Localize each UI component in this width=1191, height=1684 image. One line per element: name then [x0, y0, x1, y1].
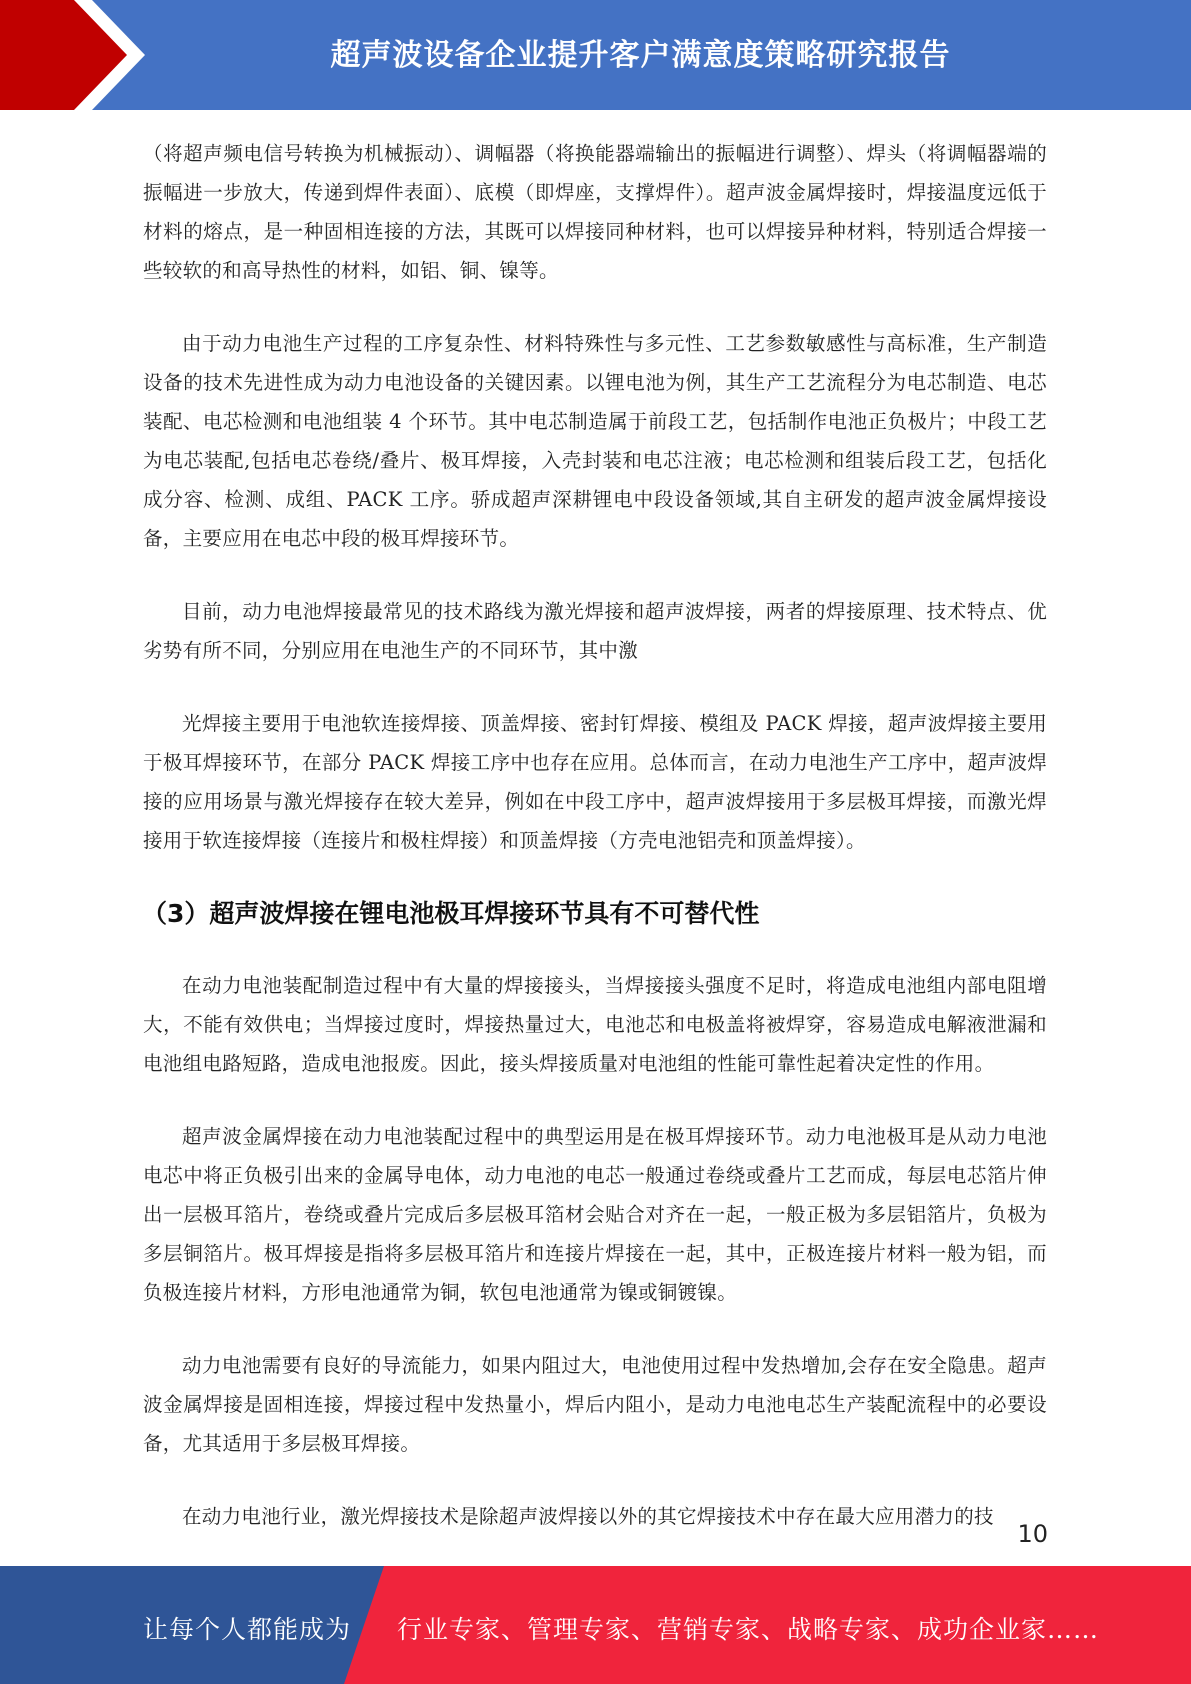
paragraph: 动力电池需要有良好的导流能力，如果内阻过大，电池使用过程中发热增加,会存在安全隐患。超声波金属焊接是固相连接，焊接过程中发热量小，焊后内阻小，是动力电池电芯生产装配流程中的必要设备，尤其适用于多层极耳焊接。	[143, 1354, 1047, 1455]
paragraph: 目前，动力电池焊接最常见的技术路线为激光焊接和超声波焊接，两者的焊接原理、技术特点、优劣势有所不同，分别应用在电池生产的不同环节，其中激	[143, 600, 1047, 662]
page-number: 10	[1017, 1520, 1048, 1548]
paragraph: （将超声频电信号转换为机械振动）、调幅器（将换能器端输出的振幅进行调整）、焊头（将调幅器端的振幅进一步放大，传递到焊件表面）、底模（即焊座，支撑焊件）。超声波金属焊接时，焊接温度远低于材料的熔点，是一种固相连接的方法，其既可以焊接同种材料，也可以焊接异种材料，特别适合焊接一些较软的和高导热性的材料，如铝、铜、镍等。	[143, 142, 1047, 282]
section-heading: （3）超声波焊接在锂电池极耳焊接环节具有不可替代性	[142, 899, 760, 928]
page-footer	[0, 1566, 1191, 1684]
footer-slogan-left: 让每个人都能成为	[143, 1615, 352, 1644]
paragraph: 在动力电池行业，激光焊接技术是除超声波焊接以外的其它焊接技术中存在最大应用潜力的技	[182, 1505, 994, 1528]
page-header	[0, 0, 1191, 110]
paragraph: 光焊接主要用于电池软连接焊接、顶盖焊接、密封钉焊接、模组及 PACK 焊接，超声波焊接主要用于极耳焊接环节，在部分 PACK 焊接工序中也存在应用。总体而言，在动力电池生产工序中，超声波焊接的应用场景与激光焊接存在较大差异，例如在中段工序中，超声波焊接用于多层极耳焊接，而激光焊接用于软连接焊接（连接片和极柱焊接）和顶盖焊接（方壳电池铝壳和顶盖焊接）。	[143, 712, 1047, 852]
header-chevron-icon	[0, 0, 160, 110]
footer-slogan-right: 行业专家、管理专家、营销专家、战略专家、成功企业家……	[397, 1615, 1100, 1644]
paragraph: 由于动力电池生产过程的工序复杂性、材料特殊性与多元性、工艺参数敏感性与高标准，生产制造设备的技术先进性成为动力电池设备的关键因素。以锂电池为例，其生产工艺流程分为电芯制造、电芯装配、电芯检测和电池组装 4 个环节。其中电芯制造属于前段工艺，包括制作电池正负极片；中段工艺为电芯装配,包括电芯卷绕/叠片、极耳焊接，入壳封装和电芯注液；电芯检测和组装后段工艺，包括化成分容、检测、成组、PACK 工序。骄成超声深耕锂电中段设备领域,其自主研发的超声波金属焊接设备，主要应用在电芯中段的极耳焊接环节。	[143, 332, 1047, 550]
paragraph: 超声波金属焊接在动力电池装配过程中的典型运用是在极耳焊接环节。动力电池极耳是从动力电池电芯中将正负极引出来的金属导电体，动力电池的电芯一般通过卷绕或叠片工艺而成，每层电芯箔片伸出一层极耳箔片，卷绕或叠片完成后多层极耳箔材会贴合对齐在一起，一般正极为多层铝箔片，负极为多层铜箔片。极耳焊接是指将多层极耳箔片和连接片焊接在一起，其中，正极连接片材料一般为铝，而负极连接片材料，方形电池通常为铜，软包电池通常为镍或铜镀镍。	[143, 1125, 1047, 1304]
paragraph: 在动力电池装配制造过程中有大量的焊接接头，当焊接接头强度不足时，将造成电池组内部电阻增大，不能有效供电；当焊接过度时，焊接热量过大，电池芯和电极盖将被焊穿，容易造成电解液泄漏和电池组电路短路，造成电池报废。因此，接头焊接质量对电池组的性能可靠性起着决定性的作用。	[143, 974, 1047, 1075]
document-body	[143, 134, 1047, 1570]
header-title: 超声波设备企业提升客户满意度策略研究报告	[330, 38, 951, 73]
